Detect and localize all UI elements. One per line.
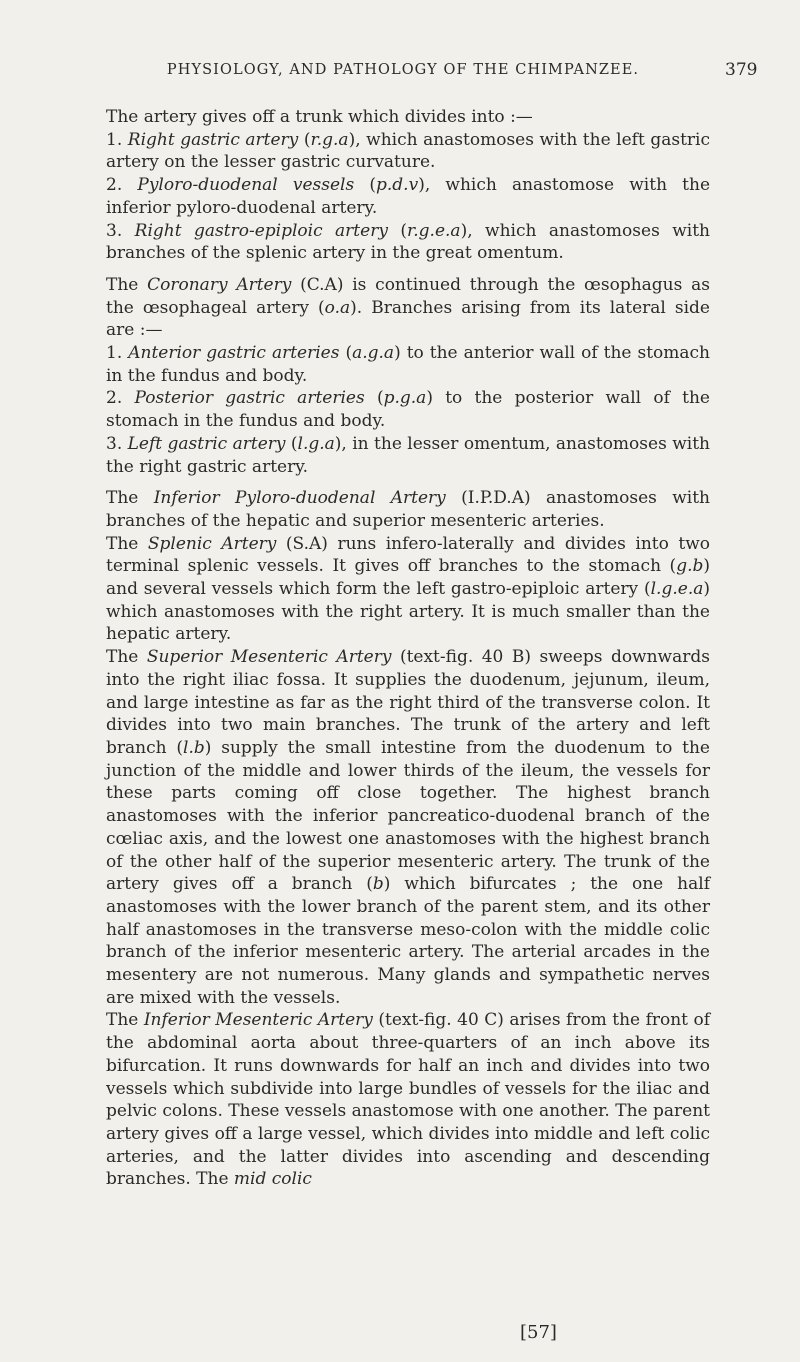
italic-term: Anterior gastric arteries — [128, 343, 340, 364]
text-run: ) which anastomoses with the right artery. It is much smaller than the hepatic artery. — [106, 579, 710, 645]
text-run: 3. — [106, 433, 128, 454]
text-run: 1. — [106, 129, 128, 150]
text-run: (S.A) runs infero-laterally and divides into two terminal splenic vessels. It gives off branches to the stomach ( — [106, 533, 710, 577]
signature-mark: [57] — [520, 1322, 557, 1343]
text-run: (text-fig. 40 C) arises from the front of the abdominal aorta about three-quarters of an inch above its bifurcation. It runs downwards for half an inch and divides into two vessels which subdivide into large bundles of vessels for the iliac and pelvic colons. These vessels anastomose with one another. The parent artery gives off a large vessel, which divides into middle and left colic arteries, and the latter divides into ascending and descending branches. The — [106, 1010, 710, 1190]
italic-term: Coronary Artery — [147, 274, 292, 295]
text-run: ( — [364, 388, 384, 409]
text-run: The — [106, 274, 148, 295]
running-header — [0, 62, 800, 92]
italic-term: l.g.a — [297, 433, 335, 454]
paragraph — [106, 342, 710, 387]
italic-term: Splenic Artery — [147, 533, 277, 554]
text-run: 2. — [106, 388, 135, 409]
page-number: 379 — [725, 60, 758, 80]
text-run: ( — [339, 343, 353, 364]
italic-term: Superior Mesenteric Artery — [146, 647, 392, 668]
paragraph — [106, 387, 710, 432]
paragraph — [106, 220, 710, 265]
text-run: (text-fig. 40 B) sweeps downwards into the right iliac fossa. It supplies the duodenum, jejunum, ileum, and large intestine as far as the right third of the transverse colon. It divides into two main branches. The trunk of the artery and left branch ( — [106, 647, 710, 758]
body-text — [106, 106, 710, 1191]
italic-term: Pyloro-duodenal vessels — [137, 175, 355, 196]
text-run: The — [106, 488, 154, 509]
italic-term: mid colic — [233, 1169, 312, 1190]
text-run: ) which bifurcates ; the one half anastomoses with the lower branch of the parent stem, and its other half anastomoses in the transverse meso-colon with the middle colic branch of the inferior mesenteric artery. The arterial arcades in the mesentery are not numerous. Many glands and sympathetic nerves are mixed with the vessels. — [106, 874, 710, 1008]
text-run: ), which anastomose with the inferior pyloro-duodenal artery. — [106, 175, 711, 218]
text-run: ( — [285, 433, 298, 454]
text-run: (C.A) is continued through the œsophagus as the œsophageal artery ( — [106, 274, 710, 318]
italic-term: Right gastro-epiploic artery — [134, 220, 388, 241]
text-run: The artery gives off a trunk which divides into :— — [106, 107, 533, 127]
text-run: The — [106, 1010, 144, 1031]
text-run: 2. — [106, 175, 138, 196]
text-run: 3. — [106, 220, 135, 241]
text-run: 1. — [106, 343, 129, 364]
text-run: ), which anastomoses with the left gastric artery on the lesser gastric curvature. — [106, 129, 710, 173]
italic-term: Right gastric artery — [127, 129, 299, 150]
text-run: ( — [298, 129, 311, 150]
italic-term: Inferior Mesenteric Artery — [143, 1010, 373, 1031]
text-run: ), which anastomoses with branches of the splenic artery in the great omentum. — [106, 220, 711, 264]
paragraph — [106, 533, 710, 647]
italic-term: b — [372, 874, 384, 895]
paragraph — [106, 174, 710, 219]
text-run: (I.P.D.A) anastomoses with branches of the hepatic and superior mesenteric arteries. — [106, 488, 710, 531]
text-run: ) to the anterior wall of the stomach in the fundus and body. — [106, 343, 710, 386]
text-run: ) supply the small intestine from the duodenum to the junction of the middle and lower thirds of the ileum, the vessels for these parts coming off close together. The highest branch anastomoses with the inferior pancreatico-duodenal branch of the cœliac axis, and the lowest one anastomoses with the highest branch of the other half of the superior mesenteric artery. The trunk of the artery gives off a branch ( — [106, 737, 710, 895]
paragraph — [106, 1009, 710, 1191]
italic-term: Left gastric artery — [127, 433, 286, 454]
paragraph — [106, 433, 710, 478]
italic-term: p.g.a — [383, 388, 427, 409]
italic-term: p.d.v — [376, 175, 419, 196]
italic-term: a.g.a — [352, 343, 395, 364]
text-run: ) and several vessels which form the left gastro-epiploic artery ( — [106, 556, 710, 600]
text-run: The — [106, 533, 148, 554]
text-run: ), in the lesser omentum, anastomoses with the right gastric artery. — [106, 433, 710, 477]
italic-term: g.b — [676, 556, 704, 577]
paragraph — [106, 646, 710, 1009]
paragraph — [106, 487, 710, 532]
italic-term: Inferior Pyloro-duodenal Artery — [153, 488, 446, 509]
paragraph — [106, 274, 710, 342]
italic-term: r.g.a — [310, 129, 349, 150]
italic-term: l.b — [183, 737, 205, 758]
italic-term: Posterior gastric arteries — [134, 388, 365, 409]
text-run: ( — [387, 220, 408, 241]
italic-term: l.g.e.a — [650, 579, 704, 600]
italic-term: r.g.e.a — [407, 220, 461, 241]
running-head-title: PHYSIOLOGY, AND PATHOLOGY OF THE CHIMPANZEE. — [166, 62, 640, 78]
text-run: The — [106, 647, 147, 668]
text-run: ) to the posterior wall of the stomach in the fundus and body. — [106, 388, 710, 432]
text-run: ( — [354, 175, 377, 196]
paragraph — [106, 129, 710, 174]
paragraph — [106, 106, 710, 129]
text-run: ). Branches arising from its lateral side are :— — [106, 297, 710, 341]
italic-term: o.a — [324, 297, 351, 318]
